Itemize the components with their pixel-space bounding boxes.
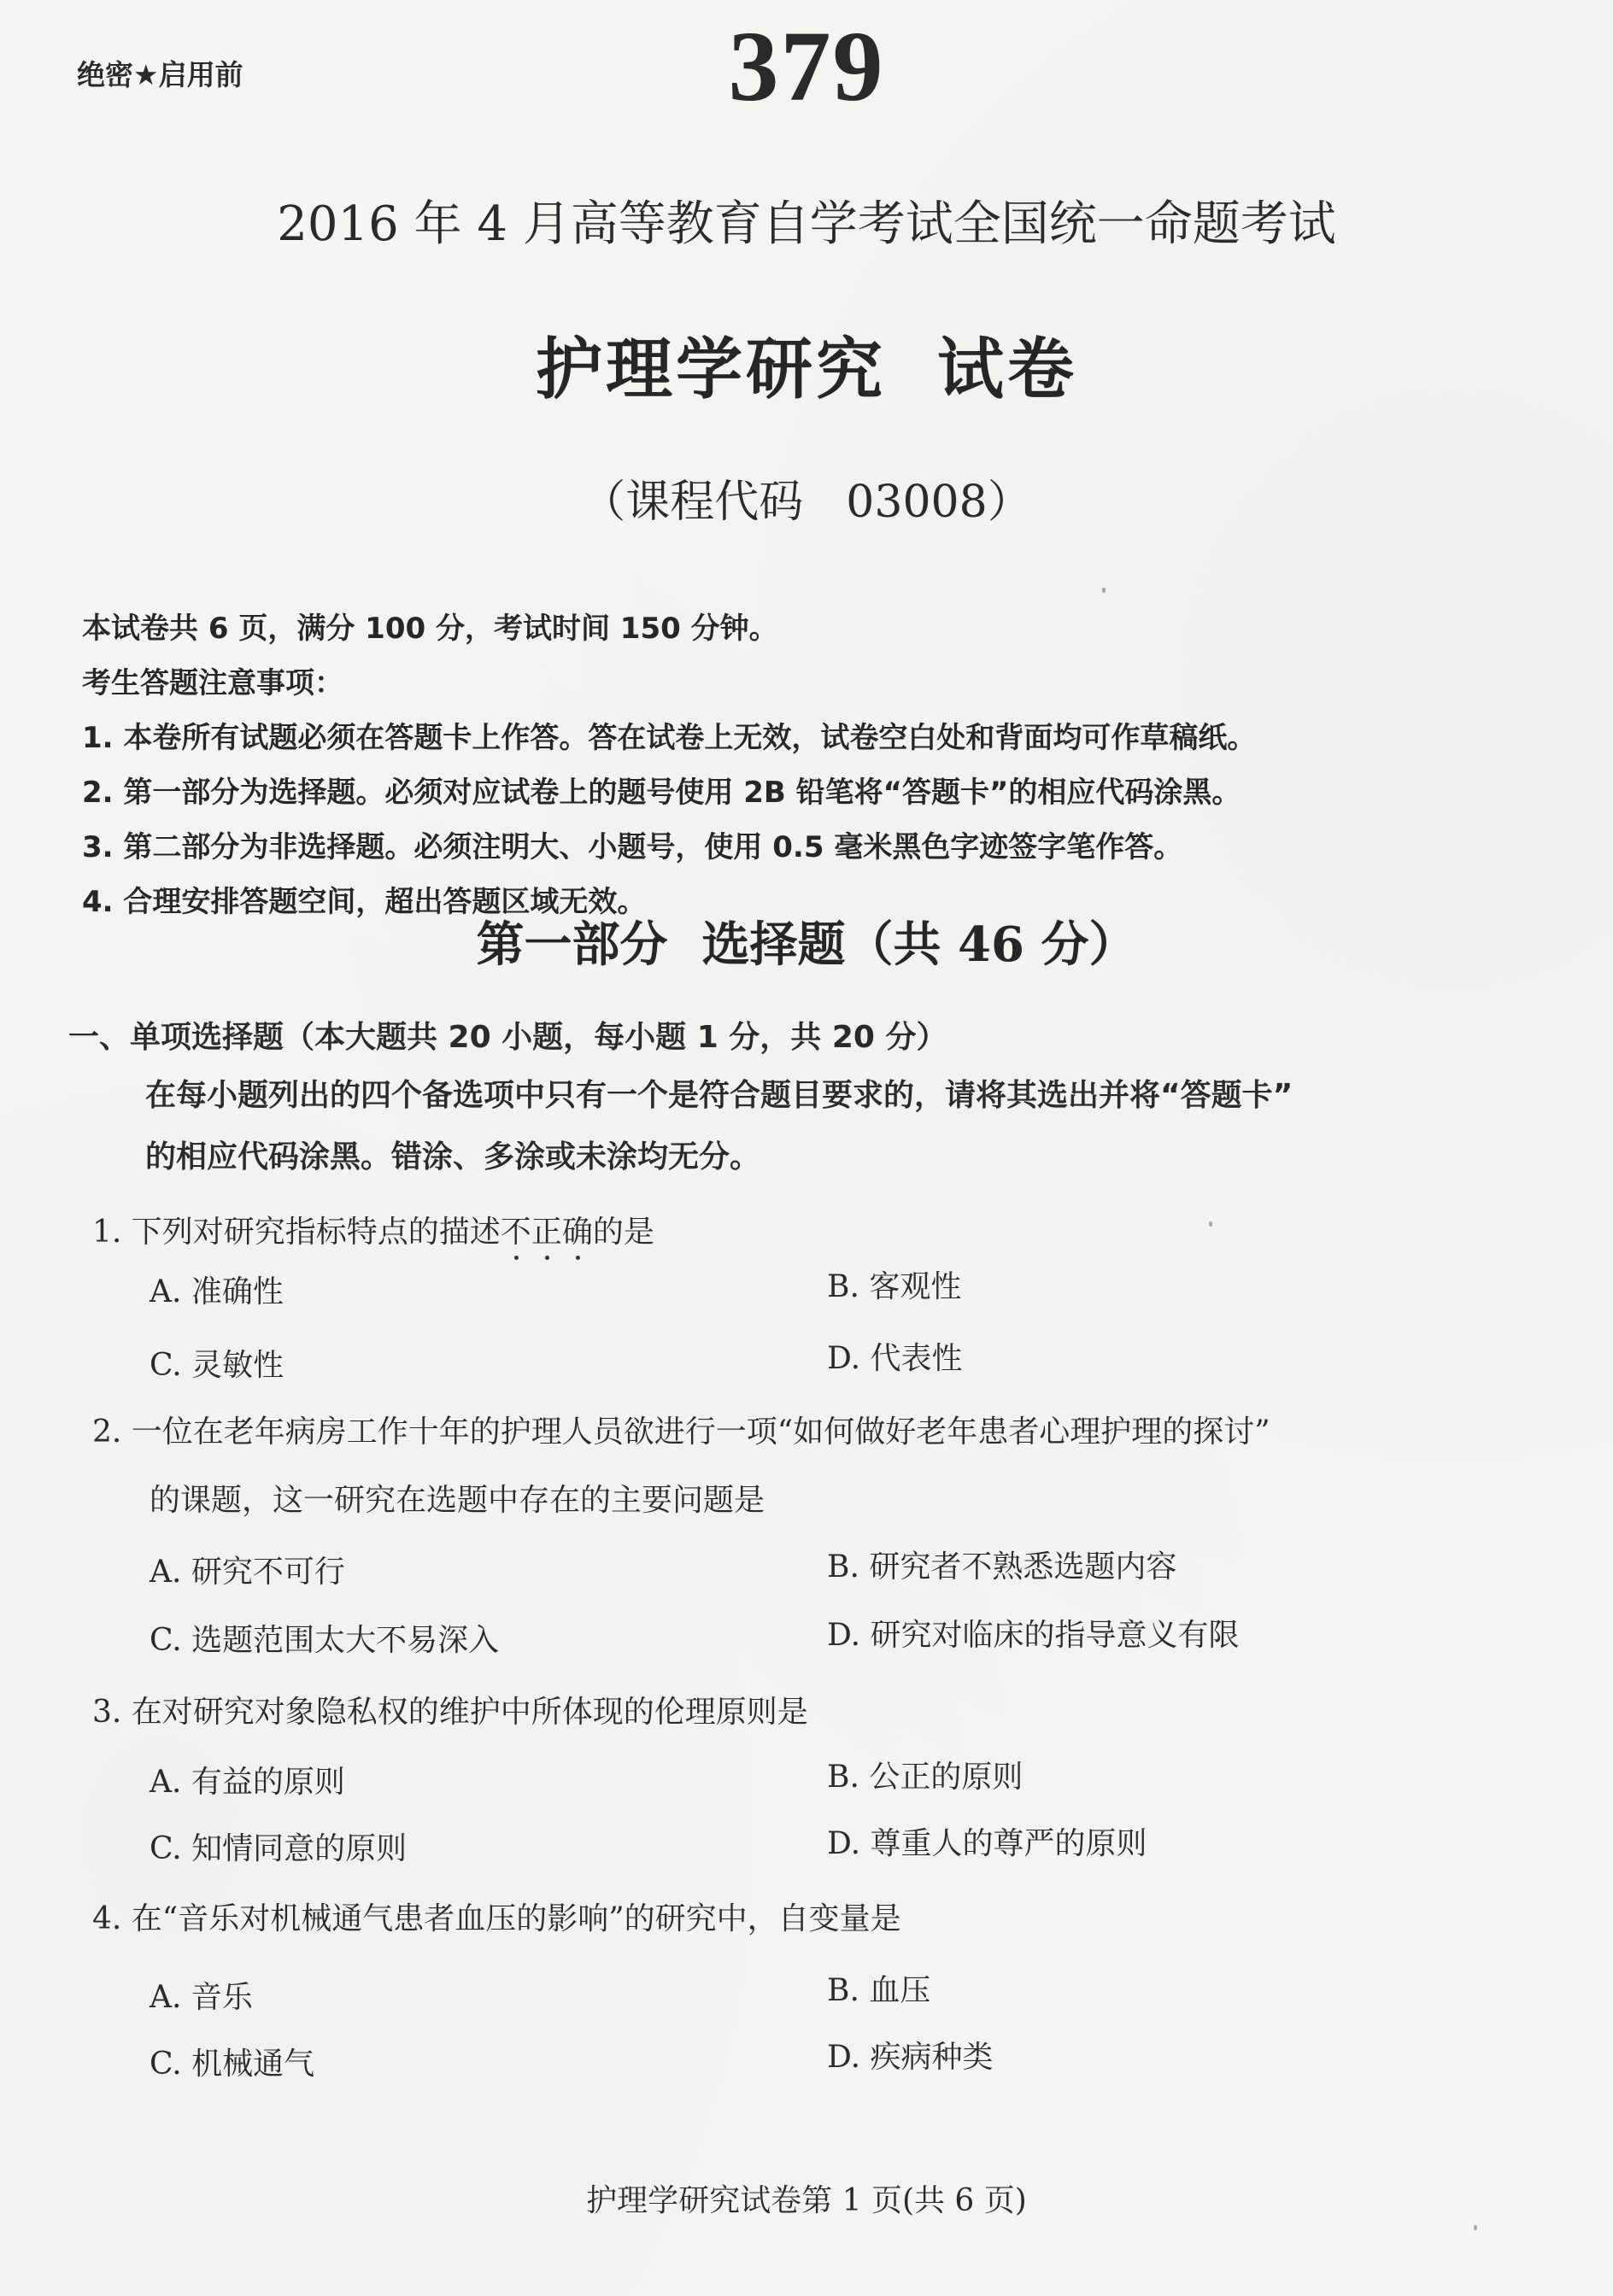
- question-1-stem: [92, 1208, 654, 1251]
- page-footer: 护理学研究试卷第 1 页(共 6 页): [586, 2183, 1027, 2218]
- question-2-option-b: B. 研究者不熟悉选题内容: [827, 1549, 1177, 1584]
- emphasis-char: 正: [531, 1208, 562, 1251]
- question-2-option-a: A. 研究不可行: [150, 1555, 345, 1590]
- exam-summary: 本试卷共 6 页，满分 100 分，考试时间 150 分钟。: [82, 612, 778, 646]
- question-2-stem: 2. 一位在老年病房工作十年的护理人员欲进行一项“如何做好老年患者心理护理的探讨”: [92, 1414, 1270, 1450]
- note-item: 3. 第二部分为非选择题。必须注明大、小题号，使用 0.5 毫米黑色字迹签字笔作答。: [82, 830, 1183, 864]
- part-one-title: [0, 907, 1613, 975]
- note-item: 4. 合理安排答题空间，超出答题区域无效。: [82, 885, 647, 919]
- question-2-option-c: C. 选题范围太大不易深入: [150, 1623, 500, 1658]
- question-2-option-d: D. 研究对临床的指导意义有限: [827, 1618, 1240, 1653]
- exam-title: 2016 年 4 月高等教育自学考试全国统一命题考试: [277, 196, 1336, 252]
- part-heading: 选择题（共 46 分）: [701, 917, 1137, 973]
- emphasis-char: 确: [562, 1208, 593, 1251]
- question-4-option-c: C. 机械通气: [150, 2047, 315, 2082]
- question-4-stem: 4. 在“音乐对机械通气患者血压的影响”的研究中，自变量是: [92, 1901, 901, 1936]
- course-code-value: 03008）: [846, 477, 1032, 528]
- scan-speck: [1209, 1221, 1212, 1227]
- stem-text: 的是: [592, 1215, 654, 1250]
- paper-number: 379: [728, 10, 885, 122]
- question-1-option-d: D. 代表性: [827, 1341, 963, 1376]
- question-1-option-a: A. 准确性: [150, 1274, 284, 1309]
- question-1-option-b: B. 客观性: [827, 1269, 962, 1304]
- question-3-option-d: D. 尊重人的尊严的原则: [827, 1826, 1147, 1861]
- notes-title: 考生答题注意事项：: [82, 666, 343, 700]
- section-instructions: 的相应代码涂黑。错涂、多涂或未涂均无分。: [145, 1139, 761, 1174]
- stem-text: 1. 下列对研究指标特点的描述: [92, 1215, 501, 1250]
- question-3-option-c: C. 知情同意的原则: [150, 1831, 408, 1866]
- question-3-stem: 3. 在对研究对象隐私权的维护中所体现的伦理原则是: [92, 1695, 808, 1730]
- section-instructions: 在每小题列出的四个备选项中只有一个是符合题目要求的，请将其选出并将“答题卡”: [145, 1078, 1293, 1113]
- scan-speck: [1102, 588, 1106, 593]
- part-label: 第一部分: [476, 917, 668, 973]
- question-3-option-b: B. 公正的原则: [827, 1760, 1024, 1795]
- question-4-option-d: D. 疾病种类: [827, 2040, 994, 2075]
- scan-speck: [1474, 2225, 1477, 2230]
- question-1-option-c: C. 灵敏性: [150, 1348, 284, 1383]
- question-3-option-a: A. 有益的原则: [150, 1765, 345, 1800]
- course-code-label: （课程代码: [581, 477, 804, 528]
- note-item: 1. 本卷所有试题必须在答题卡上作答。答在试卷上无效，试卷空白处和背面均可作草稿纸。: [82, 721, 1257, 755]
- subject-name: 护理学研究: [535, 331, 886, 408]
- section-heading: 一、单项选择题（本大题共 20 小题，每小题 1 分，共 20 分）: [68, 1020, 947, 1055]
- subject-suffix: 试卷: [937, 331, 1078, 408]
- emphasis-char: 不: [501, 1208, 531, 1251]
- confidential-mark: 绝密★启用前: [77, 58, 243, 91]
- question-4-option-b: B. 血压: [827, 1973, 931, 2008]
- note-item: 2. 第一部分为选择题。必须对应试卷上的题号使用 2B 铅笔将“答题卡”的相应代码涂黑。: [82, 776, 1241, 810]
- question-4-option-a: A. 音乐: [150, 1980, 253, 2015]
- course-code: [0, 466, 1613, 530]
- subject-title: [0, 316, 1613, 412]
- question-2-stem-cont: 的课题，这一研究在选题中存在的主要问题是: [150, 1483, 765, 1518]
